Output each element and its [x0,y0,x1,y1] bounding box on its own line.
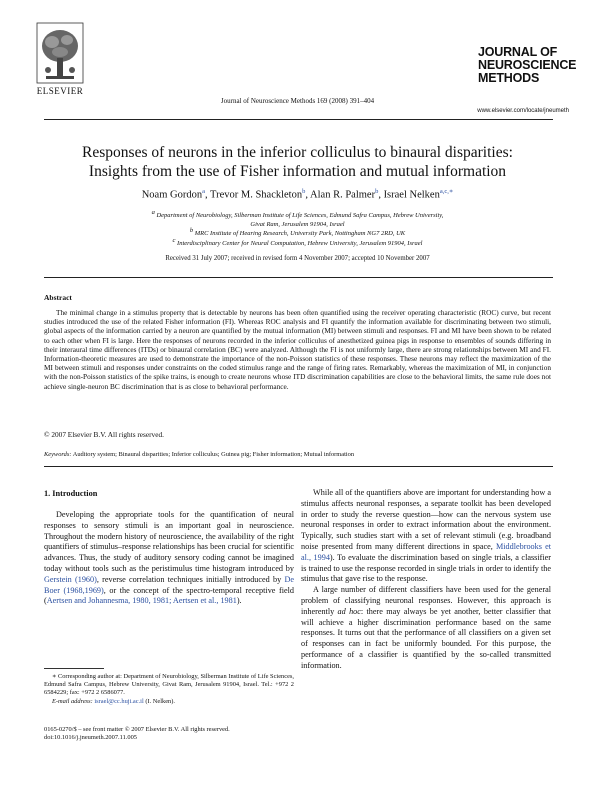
citation-link[interactable]: Middlebrooks et al., 1994 [301,541,551,562]
abstract-copyright: © 2007 Elsevier B.V. All rights reserved. [44,430,164,439]
corresponding-author-note: ∗ Corresponding author at: Department of Neurobiology, Silberman Institute of Life Sciences, Edmund Safra Campus, Hebrew University, Givat Ram, Jerusalem 91904, Israel. Tel.: +972 2 6584229; fax: +972 2 6586077. [44,673,294,697]
author-list [40,187,555,201]
author-separator: , [204,189,211,201]
affiliation-text: Interdisciplinary Center for Neural Computation, Hebrew University, Jerusalem 91904, Israel [177,240,423,248]
keywords [44,451,551,458]
email-link[interactable]: israel@cc.huji.ac.il [94,697,144,705]
title-line: Insights from the use of Fisher information and mutual information [88,163,507,180]
affiliation [60,237,535,249]
author-affiliation-mark[interactable]: b [302,188,306,195]
journal-logo-line: JOURNAL OF [478,45,558,59]
author-affiliation-mark[interactable]: a,c,∗ [439,188,454,195]
article-title [40,143,555,181]
citation-link[interactable]: Aertsen and Johannesma, 1980, 1981; Aertsen et al., 1981 [46,596,237,606]
email-line: E-mail address: israel@cc.huji.ac.il (I. Nelken). [52,697,175,705]
paragraph: A large number of different classifiers have been used for the general problem of classifying neuronal responses. However, this approach is inherently ad hoc: there may always be yet another, better classifier that will achieve a higher discrimination performance based on the same responses. It turns out that the performance of all classifiers on a given set of responses can in fact be uniformly bounded. For this purpose, the performance of a classifier is quantified by the so-called transmitted information. [301,585,551,670]
journal-logo [478,45,577,85]
footnote [44,673,294,706]
keywords-list: Auditory system; Binaural disparities; Inferior colliculus; Guinea pig; Fisher information; Mutual information [72,451,355,458]
affiliation-mark: c [172,237,176,244]
issn-line: 0165-0270/$ – see front matter © 2007 Elsevier B.V. All rights reserved. [44,726,230,733]
journal-reference: Journal of Neuroscience Methods 169 (2008) 391–404 [220,97,375,105]
front-matter-info [44,726,230,742]
citation-link[interactable]: De Boer (1968,1969) [44,574,294,595]
received-dates: Received 31 July 2007; received in revised form 4 November 2007; accepted 10 November 2007 [165,255,430,262]
abstract-heading: Abstract [44,293,72,302]
author-separator: , [305,189,311,201]
author-affiliation-mark[interactable]: b [375,188,379,195]
elsevier-tree-icon [36,22,84,84]
publisher-name: ELSEVIER [36,86,84,96]
author-affiliation-mark[interactable]: a [202,188,205,195]
author-name: Trevor M. Shackleton [210,189,303,201]
section-heading-introduction: 1. Introduction [44,489,98,498]
abstract-top-rule [44,277,553,278]
left-column [44,510,294,607]
header-rule [44,119,553,120]
author-name: Noam Gordon [141,189,203,201]
paragraph: While all of the quantifiers above are important for understanding how a stimulus affects neuronal responses, a separate toolkit has been developed in order to study the reverse question—how can the nervous system use neuronal responses in order to extract information about the environment. Typically, such studies start with a set of relevant stimuli (e.g. broadband noise presented from many different directions in space, Middlebrooks et al., 1994). To evaluate the discrimination based on single trials, a classifier is trained to use the response recorded in single trials in order to identify the stimulus that gave rise to the response. [301,488,551,584]
journal-logo-line: NEUROSCIENCE [478,58,577,72]
author-separator: , [378,189,384,201]
citation-link[interactable]: Gerstein (1960) [44,574,97,584]
author-name: Alan R. Palmer [310,189,376,201]
journal-url[interactable]: www.elsevier.com/locate/jneumeth [477,108,569,114]
journal-logo-line: METHODS [478,71,540,85]
paragraph: Developing the appropriate tools for the quantification of neural responses to sensory stimuli is an important goal in neuroscience. Throughout the modern history of neuroscience, the availability of the right quantifiers of stimulus–response relationships has been crucial for scientific advances. Thus, the study of auditory sensory coding cannot be imagined today without tools such as the peristimulus time histogram introduced by Gerstein (1960), reverse correlation techniques initially introduced by De Boer (1968,1969), or the concept of the spectro-temporal receptive field (Aertsen and Johannesma, 1980, 1981; Aertsen et al., 1981). [44,510,294,606]
affiliation-text: Department of Neurobiology, Silberman Institute of Life Sciences, Edmund Safra Campus, Hebrew University, [156,212,444,220]
author-name: Israel Nelken [383,189,440,201]
elsevier-logo [30,22,90,104]
abstract-text: The minimal change in a stimulus property that is detectable by neurons has been often quantified using the receiver operating characteristic (ROC) curve, but recent studies introduced the use of the related Fisher information (FI). Whereas ROC analysis and FI quantify the information available for discriminating between two stimuli, global aspects of the information carried by a neuron are quantified by the mutual information (MI) between stimuli and responses. FI and MI have been shown to be related to each other when FI is large. Here the responses of neurons recorded in the inferior colliculus of anesthetized guinea pigs in response to ensembles of sounds differing in their interaural time differences (ITDs) or binaural correlation (BC) were analyzed. Although the FI is not uniformly large, there are strong relationships between MI and FI. Information-theoretic measures are used to demonstrate the importance of the non-Poisson statistics of these responses. These neurons may reflect the maximization of the MI between stimuli and responses under constraints on the coded stimulus range and the range of firing rates. Remarkably, whereas the maximization of MI, in conjunction with the non-Poisson statistics of the spike trains, is enough to create neurons whose ITD discrimination capabilities are close to the behavioral limits, the same rule does not achieve single-neuron BC discrimination that is as close to behavioral performance. [44,308,551,391]
abstract-bottom-rule [44,466,553,467]
affiliation-mark: b [189,227,194,234]
title-line: Responses of neurons in the inferior colliculus to binaural disparities: [82,144,513,161]
affiliation-mark: a [151,209,155,216]
keywords-label: Keywords: [44,451,72,458]
affiliation-text: Givat Ram, Jerusalem 91904, Israel [250,220,345,228]
footnote-rule [44,668,104,669]
right-column [301,488,551,672]
affiliation-text: MRC Institute of Hearing Research, University Park, Nottingham NG7 2RD, UK [194,230,406,238]
doi-link[interactable]: doi:10.1016/j.jneumeth.2007.11.005 [44,734,137,742]
